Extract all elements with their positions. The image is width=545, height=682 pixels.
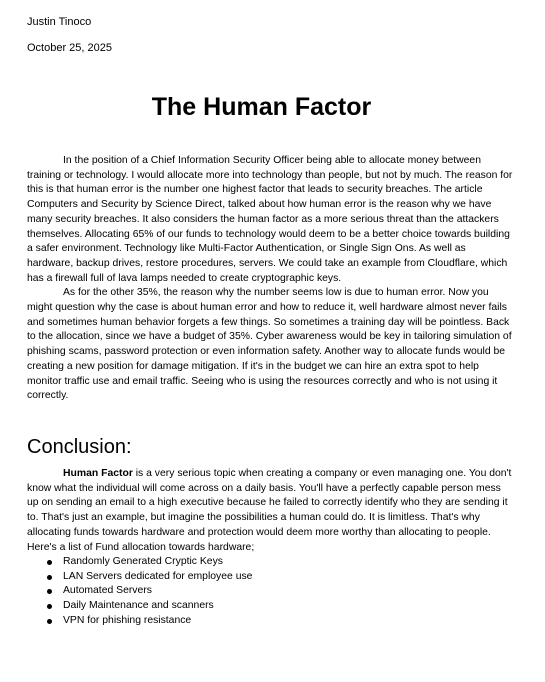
body-section	[27, 154, 513, 404]
conclusion-bold-lead: Human Factor	[63, 468, 133, 479]
body-paragraph-2: As for the other 35%, the reason why the number seems low is due to human error. Now you might question why the case is about human error and how to reduce it, well hardware almost never fails and sometimes human behavior forgets a few things. So sometimes a training day will be pointless. Back to the allocation, since we have a budget of 35%. Cyber awareness would be key in tailoring simulation of phishing scams, password protection or even information safety. Another way to allocate funds would be creating a new position for damage mitigation. If it's in the budget we can hire an extra spot to help monitor traffic use and email traffic. Seeing who is using the resources correctly and who is not using it correctly.	[27, 287, 512, 402]
conclusion-section	[27, 467, 513, 555]
list-item-text: VPN for phishing resistance	[63, 614, 192, 626]
author-name: Justin Tinoco	[27, 16, 92, 28]
list-item	[27, 555, 513, 570]
conclusion-text: is a very serious topic when creating a company or even managing one. You don't know what the individual will come across on a daily basis. You'll have a perfectly capable person mess up on sending an email to a high executive because he failed to correctly identify who they are sending it to. That's just an example, but imagine the possibilities a human could do. It is limitless. That's why allocating funds towards hardware and protection would deem more worthy than allocating to people. Here's a list of Fund allocation towards hardware;	[27, 468, 512, 553]
list-item	[27, 614, 513, 629]
list-item-text: Automated Servers	[63, 585, 152, 597]
list-item-text: Daily Maintenance and scanners	[63, 600, 214, 612]
list-item	[27, 599, 513, 614]
list-item-text: Randomly Generated Cryptic Keys	[63, 556, 223, 567]
list-item	[27, 584, 513, 599]
bullet-icon	[47, 604, 52, 609]
body-paragraph-1: In the position of a Chief Information Security Officer being able to allocate money between training or technology. I would allocate more into technology than people, but not by much. The reason for this is that human error is the number one highest factor that leads to security breaches. The article Computers and Security by Science Direct, talked about how human error is the reason why we have many security breaches. It also considers the human factor as a more serious threat than the attackers themselves. Allocating 65% of our funds to technology would deem to be a better choice towards building a safer environment. Technology like Multi-Factor Authentication, or Single Sign Ons. As well as hardware, backup drives, restore procedures, servers. We could take an example from Cloudflare, which has a firewall full of lava lamps needed to create cryptographic keys.	[27, 155, 513, 284]
conclusion-paragraph	[27, 467, 513, 555]
document-date: October 25, 2025	[27, 42, 113, 54]
document-title: The Human Factor	[151, 93, 372, 121]
bullet-icon	[47, 589, 52, 594]
bullet-icon	[47, 575, 52, 580]
hardware-allocation-list	[27, 555, 513, 629]
bullet-icon	[47, 619, 52, 624]
list-item-text: LAN Servers dedicated for employee use	[63, 570, 253, 582]
list-item	[27, 570, 513, 585]
conclusion-heading: Conclusion:	[27, 436, 132, 458]
bullet-icon	[47, 560, 52, 565]
